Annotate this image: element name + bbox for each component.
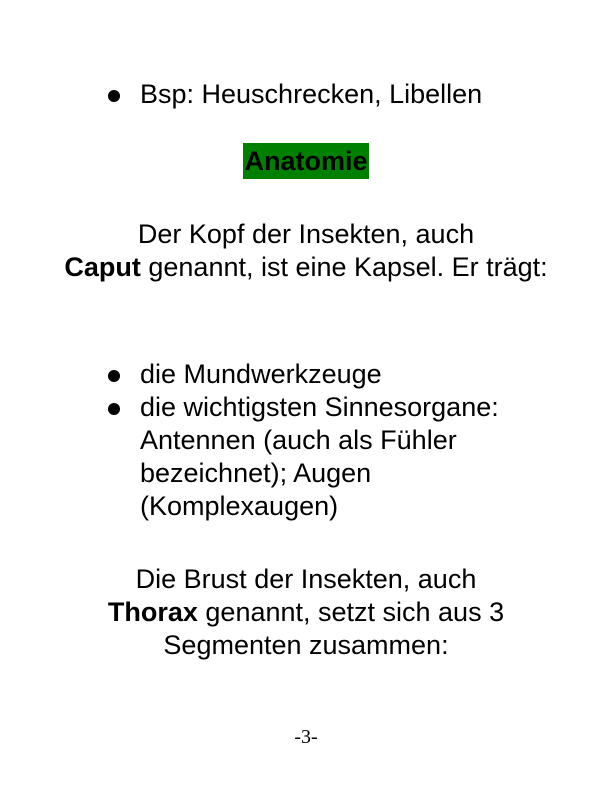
- list-item-text: Bsp: Heuschrecken, Libellen: [140, 79, 483, 109]
- paragraph-text: genannt, setzt sich aus 3 Segmenten zusammen:: [163, 597, 505, 660]
- bullet-icon: [108, 370, 120, 382]
- bullet-icon: [108, 403, 120, 415]
- section-heading-container: [0, 143, 612, 179]
- section-heading: Anatomie: [243, 143, 368, 179]
- caput-paragraph: [40, 218, 572, 284]
- bullet-icon: [108, 90, 120, 102]
- list-item-text: die Mundwerkzeuge: [140, 359, 382, 389]
- list-item: [108, 391, 548, 523]
- list-item-text: die wichtigsten Sinnesorgane: Antennen (auch als Fühler bezeichnet); Augen (Komplexaugen): [140, 392, 499, 521]
- page-number: -3-: [294, 726, 318, 748]
- list-item: [108, 78, 482, 111]
- paragraph-text: Die Brust der Insekten, auch: [135, 564, 477, 594]
- term-caput: Caput: [64, 252, 141, 282]
- list-item: [108, 358, 548, 391]
- paragraph-text: genannt, ist eine Kapsel. Er trägt:: [140, 252, 548, 282]
- paragraph-text: Der Kopf der Insekten, auch: [137, 219, 475, 249]
- head-parts-list: [108, 358, 548, 523]
- examples-list: [108, 78, 482, 111]
- thorax-paragraph: [40, 563, 572, 662]
- term-thorax: Thorax: [107, 597, 198, 627]
